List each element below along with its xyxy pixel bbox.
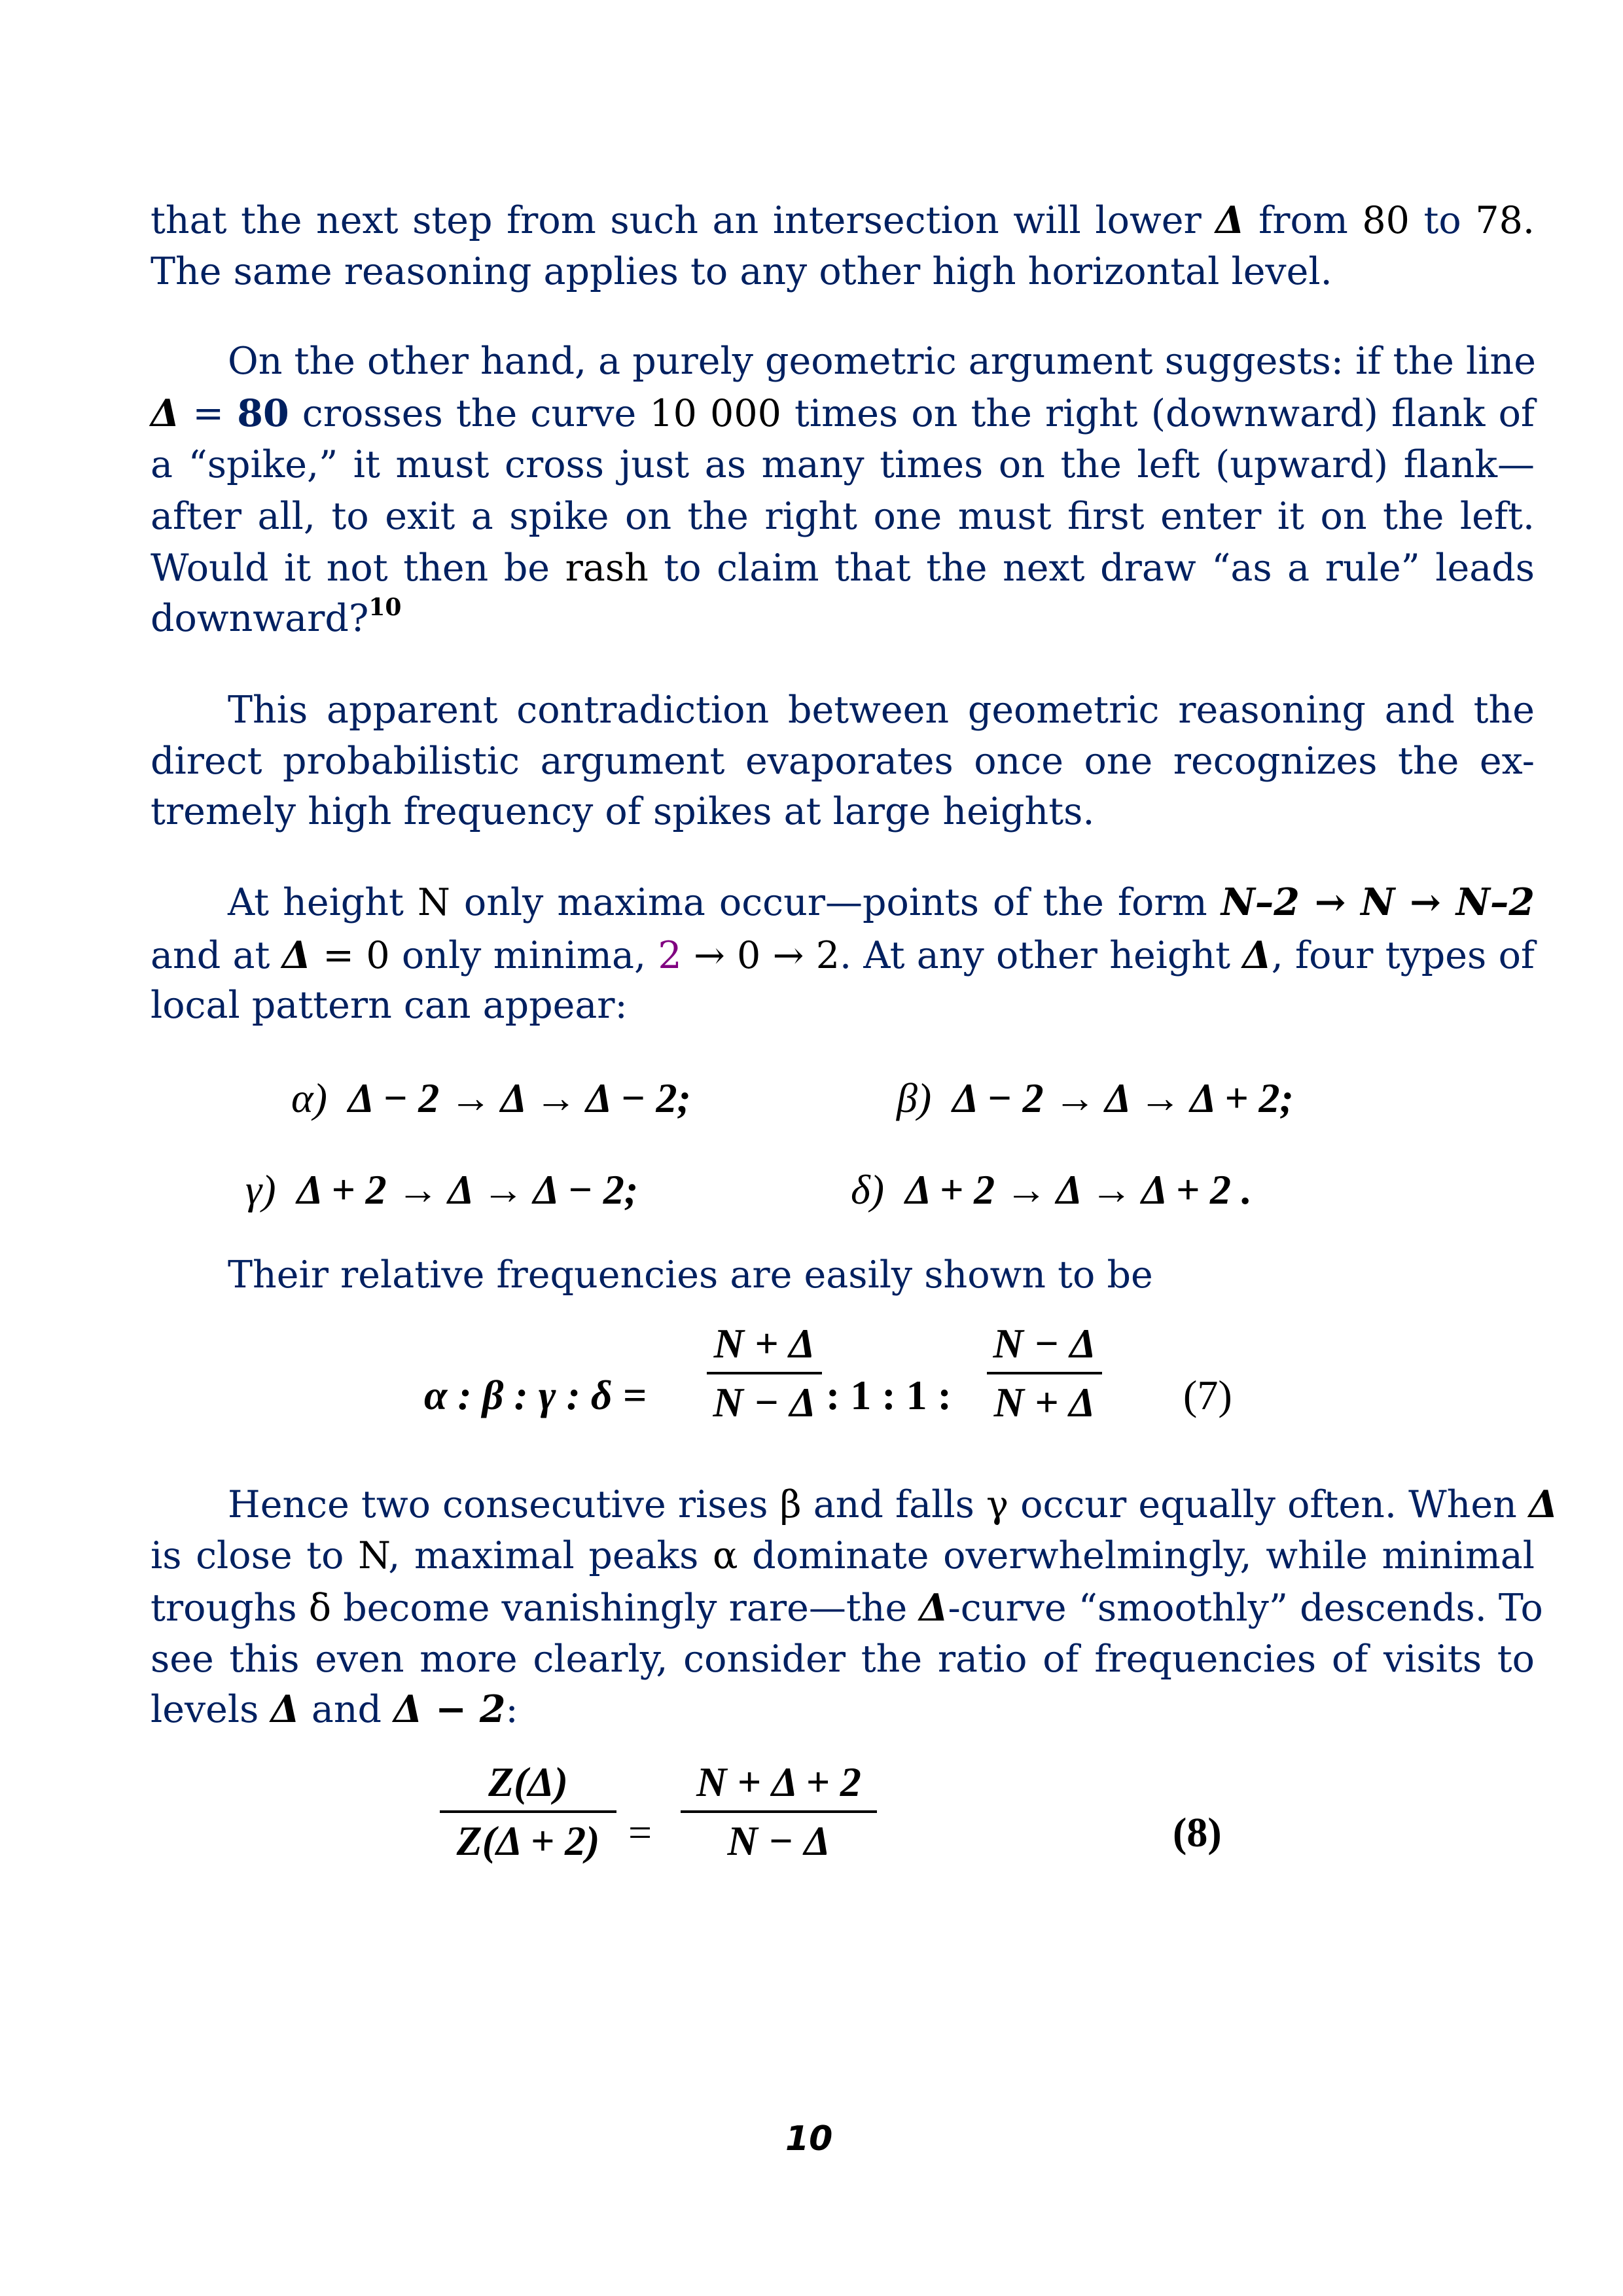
- equation-number: (8): [1173, 1809, 1222, 1856]
- pattern-label: β): [897, 1075, 932, 1121]
- fraction-numerator: N + Δ: [713, 1320, 815, 1367]
- text-line: [151, 543, 1535, 594]
- text-line: [151, 980, 1535, 1031]
- fraction: [707, 1319, 822, 1427]
- text: direct probabilistic argument evaporates once one recognizes the ex-: [151, 740, 1535, 783]
- text: On the other hand, a purely geometric argument suggests: if the line: [228, 340, 1536, 383]
- text: occur equally often. When: [1008, 1483, 1529, 1526]
- variable-n: N: [358, 1534, 389, 1577]
- greek-delta: δ: [308, 1587, 332, 1630]
- text-line: [151, 387, 1535, 440]
- text: The same reasoning applies to any other high horizontal level.: [151, 250, 1332, 293]
- pattern-beta: [897, 1075, 1294, 1122]
- text-line: [151, 1582, 1543, 1634]
- number: 10 000: [649, 392, 781, 435]
- text: -curve “smoothly” descends. To: [948, 1587, 1543, 1630]
- text: see this even more clearly, consider the ratio of frequencies of visits to: [151, 1638, 1535, 1681]
- inline-formula: Δ − 2: [393, 1687, 506, 1731]
- delta-symbol: Δ: [281, 933, 311, 977]
- text: is close to: [151, 1534, 359, 1577]
- text: and at: [151, 934, 282, 977]
- greek-alpha: α: [712, 1534, 738, 1577]
- equation-number: (7): [1183, 1372, 1232, 1418]
- text: :: [505, 1688, 518, 1731]
- text: dominate overwhelmingly, while minimal: [738, 1534, 1535, 1577]
- text: crosses the curve: [289, 392, 650, 435]
- text-line: [151, 439, 1535, 491]
- text-line: [151, 736, 1535, 787]
- greek-beta: β: [779, 1483, 802, 1526]
- fraction-denominator: N − Δ: [713, 1379, 816, 1426]
- fraction-numerator: N + Δ + 2: [696, 1759, 861, 1805]
- inline-formula: N–2 → N → N–2: [1221, 880, 1535, 924]
- text-line: [151, 1249, 1535, 1301]
- pattern-gamma: [245, 1166, 638, 1213]
- fraction: [440, 1758, 616, 1865]
- text: =: [310, 934, 366, 977]
- variable-n: N: [417, 881, 450, 924]
- text: , maximal peaks: [388, 1534, 713, 1577]
- text: . At any other height: [839, 934, 1243, 977]
- text: Hence two consecutive rises: [228, 1483, 780, 1526]
- pattern-alpha: [291, 1075, 691, 1122]
- text: levels: [151, 1688, 271, 1731]
- text-line: [151, 786, 1535, 838]
- number: 78.: [1475, 199, 1535, 242]
- fraction-denominator: Z(Δ + 2): [456, 1818, 600, 1864]
- pattern-expression: Δ + 2 → Δ → Δ + 2 .: [905, 1166, 1253, 1213]
- text-line: [151, 1683, 1535, 1736]
- fraction: [681, 1758, 877, 1865]
- equation-middle: : 1 : 1 :: [826, 1372, 952, 1418]
- text: after all, to exit a spike on the right one must first enter it on the left.: [151, 495, 1535, 538]
- text-line: [151, 1479, 1558, 1531]
- inline-formula: → 0 → 2: [681, 934, 840, 977]
- text: a “spike,” it must cross just as many times on the left (upward) flank—: [151, 443, 1535, 486]
- delta-symbol: Δ: [1242, 933, 1272, 977]
- text: from: [1244, 199, 1363, 242]
- equals-sign: =: [628, 1809, 652, 1856]
- text-line: [151, 1634, 1535, 1685]
- text-line: [151, 336, 1535, 387]
- text: Would it not then be: [151, 547, 565, 590]
- text: times on the right (downward) flank of: [781, 392, 1535, 435]
- fraction: [987, 1319, 1102, 1427]
- fraction-numerator: N − Δ: [993, 1320, 1096, 1367]
- pattern-label: γ): [245, 1166, 276, 1213]
- greek-gamma: γ: [986, 1483, 1009, 1526]
- page-number: 10: [785, 2119, 833, 2159]
- number: 80: [1362, 199, 1410, 242]
- fraction-denominator: N + Δ: [993, 1379, 1096, 1426]
- text: tremely high frequency of spikes at large heights.: [151, 790, 1095, 833]
- pattern-expression: Δ − 2 → Δ → Δ + 2;: [952, 1075, 1294, 1121]
- text: that the next step from such an intersection will lower: [151, 199, 1216, 242]
- text-line: [151, 876, 1535, 929]
- fraction-bar: [440, 1810, 616, 1813]
- fraction-bar: [707, 1372, 822, 1374]
- pattern-label: δ): [851, 1166, 885, 1213]
- text: only maxima occur—points of the form: [450, 881, 1221, 924]
- number: 2: [658, 934, 682, 977]
- fraction-bar: [681, 1810, 877, 1813]
- pattern-expression: Δ + 2 → Δ → Δ − 2;: [296, 1166, 639, 1213]
- text: This apparent contradiction between geometric reasoning and the: [228, 689, 1535, 732]
- text-line: [151, 194, 1535, 247]
- fraction-numerator: Z(Δ): [488, 1759, 568, 1805]
- text-line: [151, 593, 1535, 645]
- number: 0: [366, 934, 390, 977]
- text: Their relative frequencies are easily shown to be: [228, 1253, 1153, 1297]
- footnote-marker[interactable]: 10: [368, 594, 402, 621]
- text: to: [1409, 199, 1476, 242]
- text: =: [179, 392, 238, 435]
- text: At height: [228, 881, 418, 924]
- text: , four types of: [1271, 934, 1535, 977]
- text-line: [151, 1530, 1535, 1582]
- text: and falls: [801, 1483, 986, 1526]
- number: 80: [237, 391, 289, 435]
- text-line: [151, 246, 1535, 298]
- text: local pattern can appear:: [151, 984, 628, 1027]
- text: downward?: [151, 597, 369, 640]
- pattern-delta: [851, 1166, 1252, 1213]
- text: and: [299, 1688, 394, 1731]
- text: only minima,: [389, 934, 658, 977]
- delta-symbol: Δ: [151, 391, 180, 435]
- pattern-expression: Δ − 2 → Δ → Δ − 2;: [348, 1075, 691, 1121]
- delta-symbol: Δ: [1215, 198, 1245, 242]
- pattern-label: α): [291, 1075, 327, 1121]
- delta-symbol: Δ: [1528, 1482, 1558, 1526]
- fraction-bar: [987, 1372, 1102, 1374]
- equation-lhs: α : β : γ : δ =: [424, 1372, 647, 1418]
- delta-symbol: Δ: [270, 1687, 300, 1731]
- text: troughs: [151, 1587, 309, 1630]
- delta-symbol: Δ: [919, 1586, 948, 1630]
- text: to claim that the next draw “as a rule” leads: [648, 547, 1535, 590]
- text-line: [151, 685, 1535, 736]
- text-line: [151, 491, 1535, 543]
- text: rash: [565, 547, 649, 590]
- text: become vanishingly rare—the: [331, 1587, 919, 1630]
- text-line: [151, 929, 1535, 982]
- fraction-denominator: N − Δ: [727, 1818, 830, 1864]
